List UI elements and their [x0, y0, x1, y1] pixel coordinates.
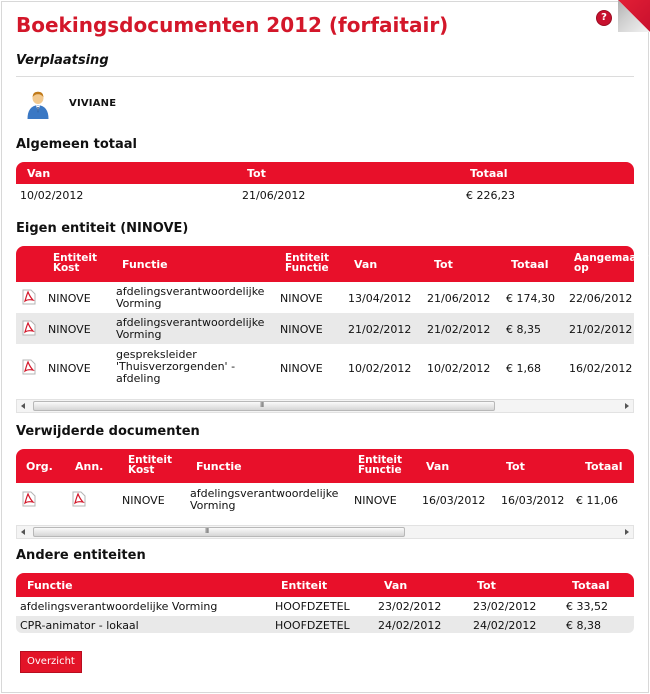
overzicht-button[interactable]: Overzicht	[20, 651, 82, 673]
col-header: Entiteit Kost	[128, 454, 173, 476]
cell-functie: afdelingsverantwoordelijke Vorming	[190, 487, 339, 512]
cell-van: 23/02/2012	[378, 600, 442, 613]
col-header: Functie	[27, 579, 73, 592]
col-header: Entiteit Functie	[285, 252, 330, 274]
help-icon[interactable]: ?	[597, 11, 611, 25]
col-header: Entiteit Functie	[358, 454, 403, 476]
cell-totaal: € 8,35	[506, 323, 541, 336]
col-header: Tot	[247, 167, 266, 180]
section-heading-andere: Andere entiteiten	[16, 548, 146, 563]
col-header: Totaal	[511, 258, 549, 271]
col-header: Van	[426, 460, 450, 473]
cell-entiteit: HOOFDZETEL	[275, 619, 350, 632]
scroll-grip: III	[260, 401, 264, 409]
section-heading-verwijderd: Verwijderde documenten	[16, 424, 200, 439]
cell-aangemaakt: 21/02/2012	[569, 323, 633, 336]
col-header: Aangemaakt op	[574, 252, 649, 274]
page-subtitle: Verplaatsing	[16, 53, 109, 68]
col-header: Entiteit Kost	[53, 252, 98, 274]
col-header: Totaal	[572, 579, 610, 592]
pdf-icon[interactable]	[22, 491, 36, 507]
horizontal-scrollbar[interactable]	[16, 525, 634, 539]
cell-tot: 21/06/2012	[427, 292, 491, 305]
horizontal-scrollbar[interactable]	[16, 399, 634, 413]
section-heading-algemeen: Algemeen totaal	[16, 137, 137, 152]
cell-totaal: € 226,23	[466, 189, 515, 202]
cell-entiteit-functie: NINOVE	[280, 292, 323, 305]
user-avatar-icon	[27, 91, 49, 119]
col-header: Ann.	[75, 460, 104, 473]
table-header-andere	[16, 573, 634, 597]
table-row-bg	[16, 313, 634, 344]
scroll-thumb[interactable]	[33, 527, 405, 537]
col-header: Van	[27, 167, 51, 180]
cell-totaal: € 1,68	[506, 362, 541, 375]
col-header: Functie	[122, 258, 168, 271]
col-header: Functie	[196, 460, 242, 473]
cell-functie: afdelingsverantwoordelijke Vorming	[116, 316, 265, 341]
cell-totaal: € 11,06	[576, 494, 618, 507]
col-header: Org.	[26, 460, 53, 473]
cell-van: 10/02/2012	[348, 362, 412, 375]
cell-tot: 21/06/2012	[242, 189, 306, 202]
pdf-icon[interactable]	[22, 320, 36, 336]
cell-entiteit-kost: NINOVE	[48, 323, 91, 336]
pdf-icon[interactable]	[72, 491, 86, 507]
cell-van: 24/02/2012	[378, 619, 442, 632]
cell-entiteit-functie: NINOVE	[354, 494, 397, 507]
cell-totaal: € 8,38	[566, 619, 601, 632]
scroll-thumb[interactable]	[33, 401, 495, 411]
col-header: Totaal	[585, 460, 623, 473]
cell-tot: 23/02/2012	[473, 600, 537, 613]
cell-tot: 10/02/2012	[427, 362, 491, 375]
cell-entiteit-kost: NINOVE	[122, 494, 165, 507]
cell-van: 21/02/2012	[348, 323, 412, 336]
table-header-verwijderd	[16, 449, 634, 483]
cell-aangemaakt: 16/02/2012	[569, 362, 633, 375]
cell-totaal: € 33,52	[566, 600, 608, 613]
col-header: Tot	[506, 460, 525, 473]
user-name: VIVIANE	[69, 98, 117, 109]
cell-entiteit-functie: NINOVE	[280, 323, 323, 336]
col-header: Van	[384, 579, 408, 592]
cell-entiteit: HOOFDZETEL	[275, 600, 350, 613]
divider	[16, 76, 634, 77]
cell-van: 13/04/2012	[348, 292, 412, 305]
cell-entiteit-kost: NINOVE	[48, 362, 91, 375]
pdf-icon[interactable]	[22, 289, 36, 305]
cell-functie: afdelingsverantwoordelijke Vorming	[116, 285, 265, 310]
cell-functie: afdelingsverantwoordelijke Vorming	[20, 600, 218, 613]
table-header-eigen	[16, 246, 649, 282]
cell-van: 16/03/2012	[422, 494, 486, 507]
cell-functie: CPR-animator - lokaal	[20, 619, 139, 632]
cell-entiteit-functie: NINOVE	[280, 362, 323, 375]
scroll-grip: III	[205, 527, 209, 535]
cell-totaal: € 174,30	[506, 292, 555, 305]
col-header: Tot	[434, 258, 453, 271]
page-title: Boekingsdocumenten 2012 (forfaitair)	[16, 13, 449, 37]
cell-tot: 21/02/2012	[427, 323, 491, 336]
cell-aangemaakt: 22/06/2012	[569, 292, 633, 305]
table-header-algemeen	[16, 162, 634, 184]
cell-entiteit-kost: NINOVE	[48, 292, 91, 305]
cell-van: 10/02/2012	[20, 189, 84, 202]
scroll-right-icon[interactable]	[625, 529, 629, 535]
scroll-right-icon[interactable]	[625, 403, 629, 409]
section-heading-eigen: Eigen entiteit (NINOVE)	[16, 221, 189, 236]
scroll-left-icon[interactable]	[21, 529, 25, 535]
pdf-icon[interactable]	[22, 359, 36, 375]
page-corner-fold	[618, 0, 650, 32]
col-header: Totaal	[470, 167, 508, 180]
scroll-left-icon[interactable]	[21, 403, 25, 409]
col-header: Tot	[477, 579, 496, 592]
col-header: Van	[354, 258, 378, 271]
cell-tot: 24/02/2012	[473, 619, 537, 632]
col-header: Entiteit	[281, 579, 328, 592]
cell-tot: 16/03/2012	[501, 494, 565, 507]
cell-functie: gespreksleider 'Thuisverzorgenden' - afdeling	[116, 348, 236, 385]
